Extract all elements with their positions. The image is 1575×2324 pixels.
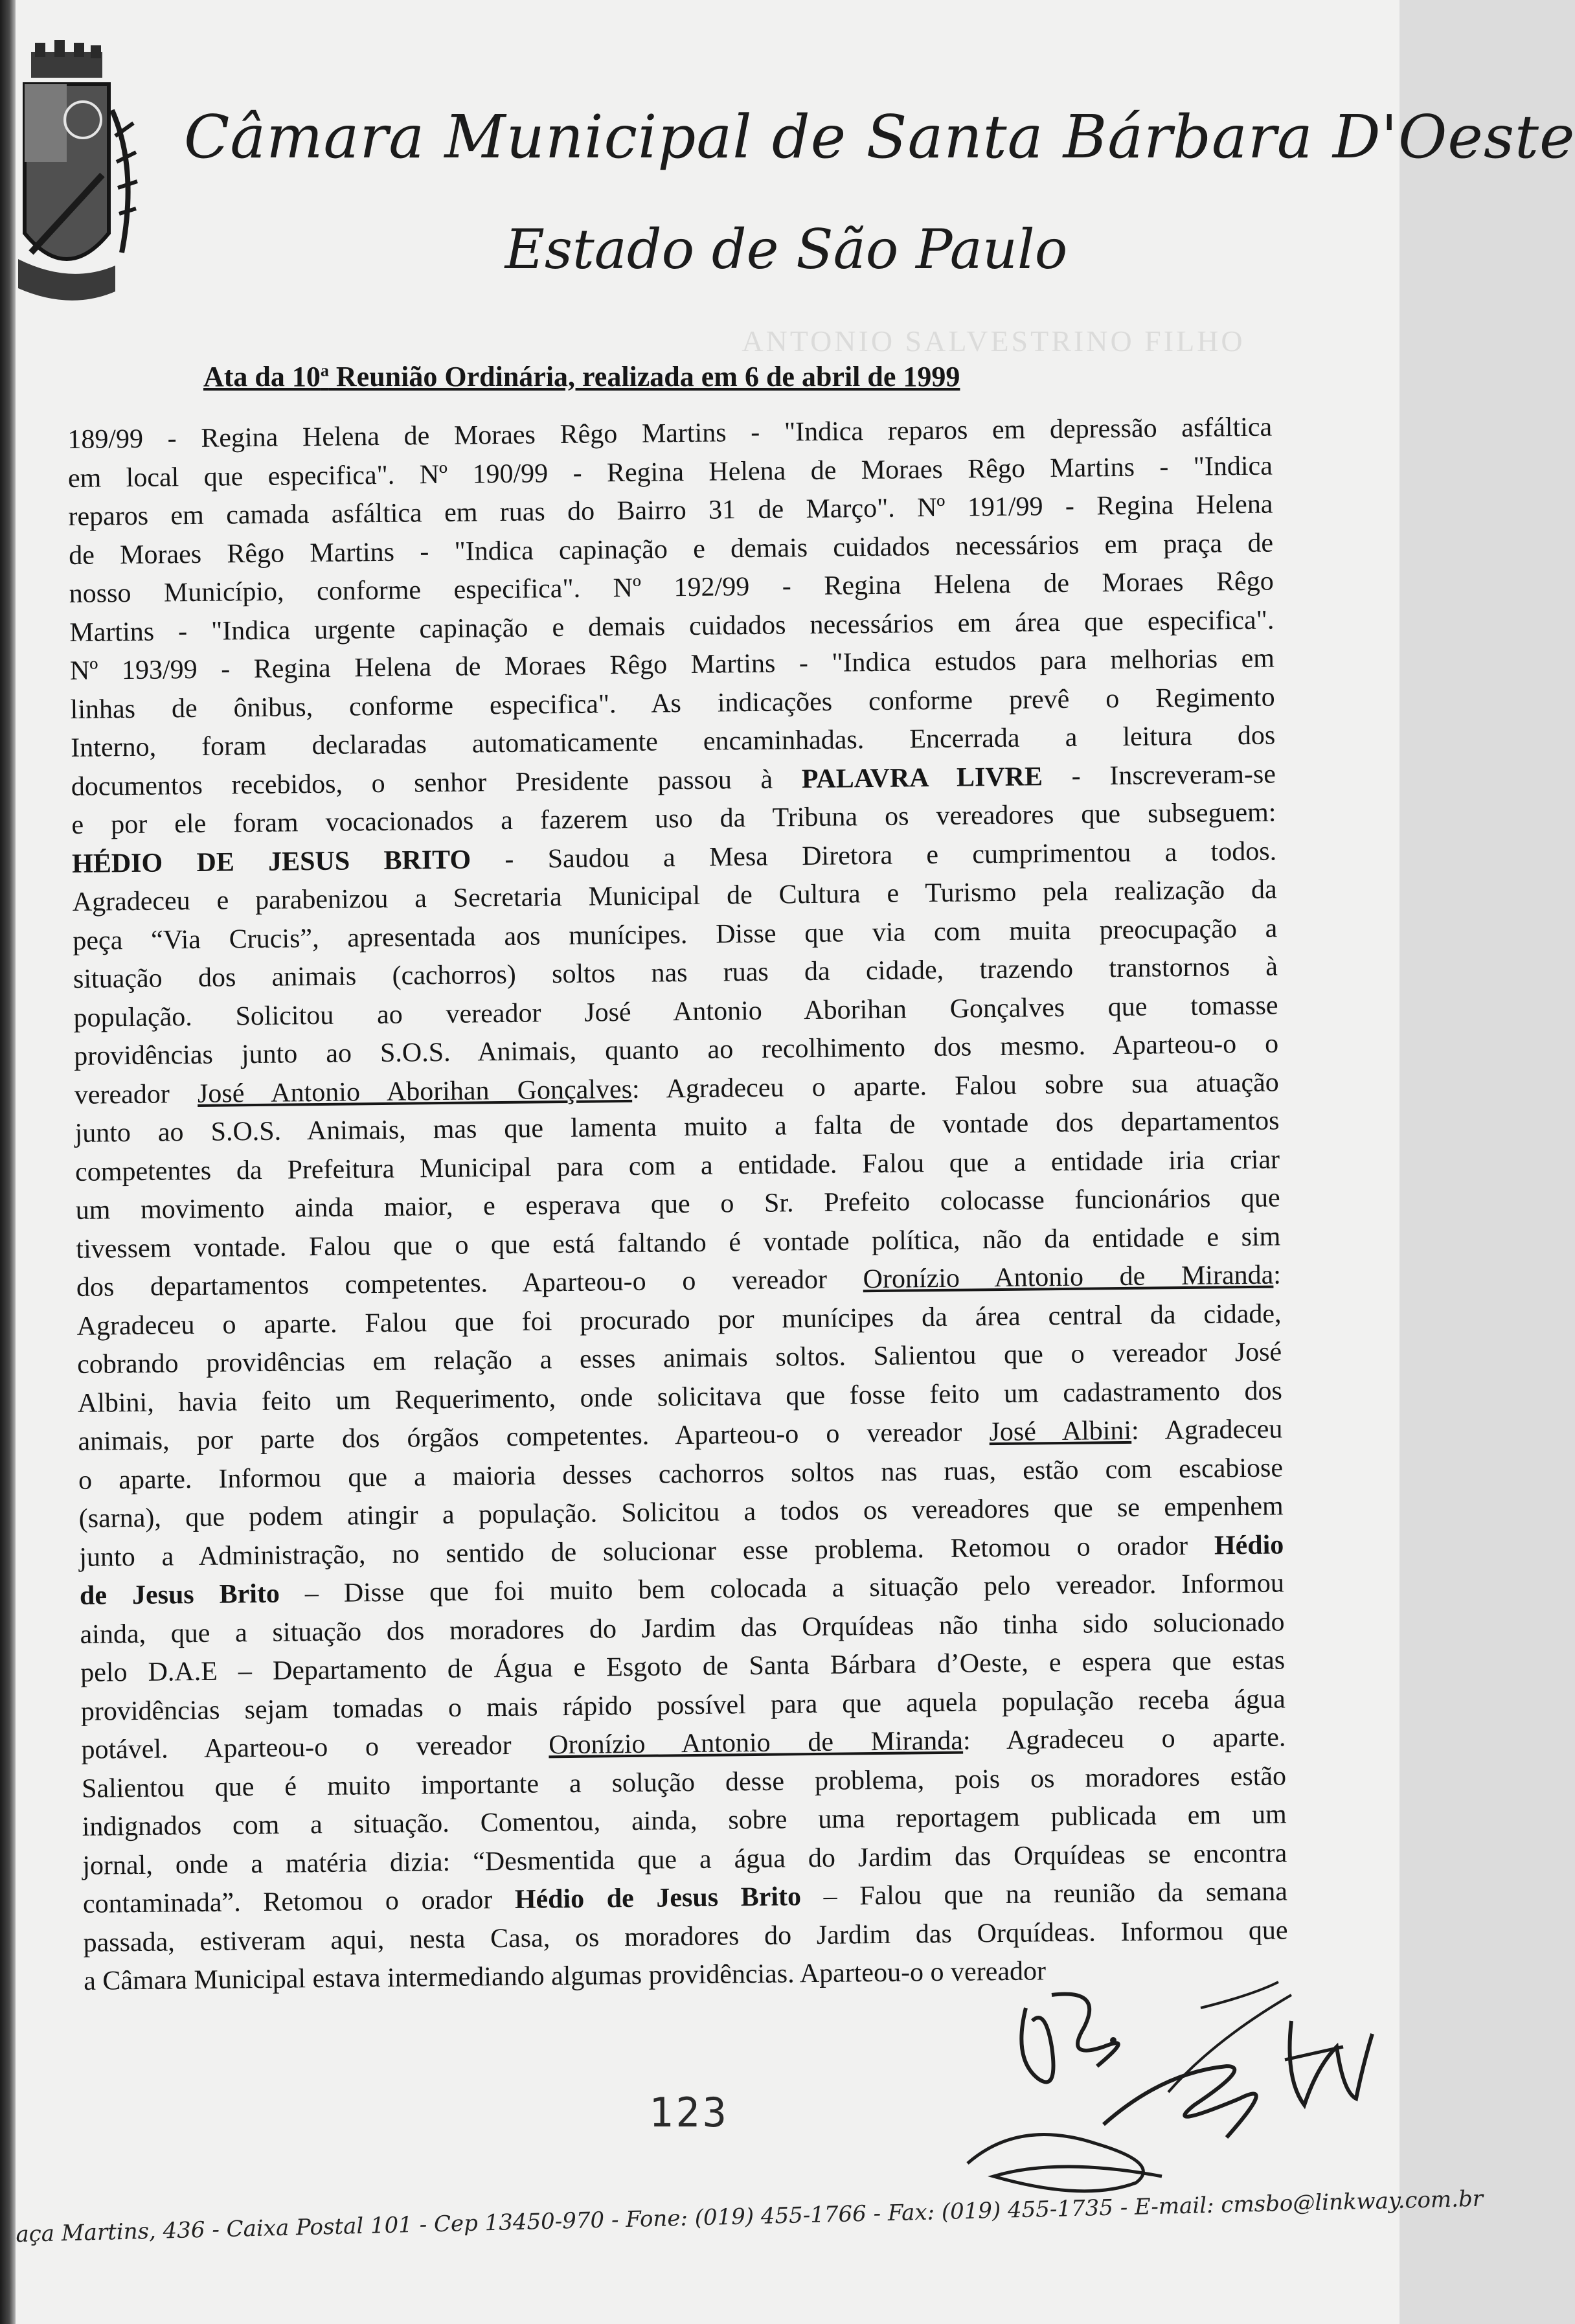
text-line: população. Solicitou ao vereador José Antonio Aborihan Gonçalves que tomasse xyxy=(73,990,1278,1033)
background-stamp: ANTONIO SALVESTRINO FILHO xyxy=(742,325,1245,358)
text-run: : Agradeceu o aparte. Falou sobre sua atuação xyxy=(631,1067,1280,1104)
text-line: Agradeceu e parabenizou a Secretaria Municipal de Cultura e Turismo pela realização da xyxy=(72,874,1277,917)
text-line: indignados com a situação. Comentou, ainda, sobre uma reportagem publicada em um xyxy=(82,1799,1287,1842)
text-run: dos departamentos competentes. Aparteou-o o vereador xyxy=(76,1264,863,1303)
speaker-name: Hédio xyxy=(1214,1529,1284,1561)
text-line: linhas de ônibus, conforme especifica". As indicações conforme prevê o Regimento xyxy=(70,681,1275,725)
page-number: 123 xyxy=(649,2089,729,2136)
text-line: Interno, foram declaradas automaticamente encaminhadas. Encerrada a leitura dos xyxy=(71,720,1276,763)
text-run: : xyxy=(1273,1260,1282,1290)
text-run: animais, por parte dos órgãos competentes. Aparteou-o o vereador xyxy=(78,1417,990,1457)
speaker-name: Hédio de Jesus Brito xyxy=(514,1882,802,1915)
minutes-body-text xyxy=(67,409,1288,2001)
text-line: o aparte. Informou que a maioria desses cachorros soltos nas ruas, estão com escabiose xyxy=(78,1452,1284,1496)
text-line: tivessem vontade. Falou que o que está faltando é vontade política, não da entidade e sim xyxy=(76,1221,1281,1264)
text-line: Martins - "Indica urgente capinação e demais cuidados necessários em área que especifica". xyxy=(69,605,1275,648)
councilor-name: José Albini xyxy=(989,1415,1132,1448)
text-line: peça “Via Crucis”, apresentada aos munícipes. Disse que via com muita preocupação a xyxy=(73,913,1278,956)
text-line: nosso Município, conforme especifica". Nº 192/99 - Regina Helena de Moraes Rêgo xyxy=(69,566,1274,609)
text-line: cobrando providências em relação a esses animais soltos. Salientou que o vereador José xyxy=(77,1337,1282,1380)
text-line: Salientou que é muito importante a solução desse problema, pois os moradores estão xyxy=(81,1760,1287,1804)
text-line: jornal, onde a matéria dizia: “Desmentida que a água do Jardim das Orquídeas se encontra xyxy=(82,1838,1287,1881)
text-run: - Inscreveram-se xyxy=(1042,758,1276,792)
text-line: Nº 193/99 - Regina Helena de Moraes Rêgo Martins - "Indica estudos para melhorias em xyxy=(69,643,1275,686)
speaker-name: HÉDIO DE JESUS BRITO xyxy=(71,845,471,879)
councilor-name: Oronízio Antonio de Miranda xyxy=(549,1726,964,1760)
text-line: reparos em camada asfáltica em ruas do Bairro 31 de Março". Nº 191/99 - Regina Helena xyxy=(68,489,1273,532)
text-line: passada, estiveram aqui, nesta Casa, os moradores do Jardim das Orquídeas. Informou que xyxy=(83,1915,1288,1958)
document-page xyxy=(16,0,1575,2324)
palavra-livre-label: PALAVRA LIVRE xyxy=(801,761,1043,794)
text-line: Albini, havia feito um Requerimento, onde solicitava que fosse feito um cadastramento dos xyxy=(77,1375,1283,1418)
text-line: competentes da Prefeitura Municipal para com a entidade. Falou que a entidade iria criar xyxy=(74,1144,1280,1187)
text-run: documentos recebidos, o senhor Presidente passou à xyxy=(71,764,802,802)
text-line: de Moraes Rêgo Martins - "Indica capinação e demais cuidados necessários em praça de xyxy=(68,528,1274,571)
document-title-prefix: Ata da 10 xyxy=(203,361,321,393)
text-run: vereador xyxy=(74,1078,198,1110)
document-title-ordinal: a xyxy=(320,361,329,380)
text-line: Agradeceu o aparte. Falou que foi procurado por munícipes da área central da cidade, xyxy=(76,1298,1282,1341)
text-line: a Câmara Municipal estava intermediando algumas providências. Aparteou-o o vereador xyxy=(83,1956,1047,1996)
councilor-name: Oronízio Antonio de Miranda xyxy=(863,1260,1274,1295)
text-line: um movimento ainda maior, e esperava que o Sr. Prefeito colocasse funcionários que xyxy=(75,1183,1280,1225)
text-line: pelo D.A.E – Departamento de Água e Esgoto de Santa Bárbara d’Oeste, e espera que estas xyxy=(80,1645,1286,1688)
text-line: e por ele foram vocacionados a fazerem uso da Tribuna os vereadores que subseguem: xyxy=(71,797,1276,840)
state-name-heading: Estado de São Paulo xyxy=(504,218,1068,281)
text-line: situação dos animais (cachorros) soltos nas ruas da cidade, trazendo transtornos à xyxy=(73,951,1278,994)
text-run: potável. Aparteou-o o vereador xyxy=(81,1730,549,1765)
text-line: ainda, que a situação dos moradores do Jardim das Orquídeas não tinha sido solucionado xyxy=(80,1606,1285,1650)
text-line: em local que especifica". Nº 190/99 - Regina Helena de Moraes Rêgo Martins - "Indica xyxy=(67,451,1273,494)
text-line: junto ao S.O.S. Animais, mas que lamenta muito a falta de vontade dos departamentos xyxy=(74,1106,1280,1148)
book-spine-shadow xyxy=(0,0,16,2324)
footer-address: aça Martins, 436 - Caixa Postal 101 - Cep 13450-970 - Fone: (019) 455-1766 - Fax: (019) 455-1735 - E-mail: cmsbo@linkway.com.br xyxy=(16,2185,1484,2248)
text-run: : Agradeceu xyxy=(1131,1414,1283,1446)
text-line: 189/99 - Regina Helena de Moraes Rêgo Martins - "Indica reparos em depressão asfáltica xyxy=(67,412,1273,455)
document-title-rest: Reunião Ordinária, realizada em 6 de abril de 1999 xyxy=(328,361,960,393)
text-run: : Agradeceu o aparte. xyxy=(962,1722,1286,1756)
handwritten-signatures-icon xyxy=(890,1969,1382,2215)
municipal-coat-of-arms-icon xyxy=(18,39,141,311)
text-run: – Disse que foi muito bem colocada a situação pelo vereador. Informou xyxy=(279,1568,1285,1609)
document-title xyxy=(203,360,1110,393)
text-run: contaminada”. Retomou o orador xyxy=(82,1884,516,1919)
text-run: junto a Administração, no sentido de solucionar esse problema. Retomou o orador xyxy=(79,1531,1215,1573)
speaker-name: de Jesus Brito xyxy=(79,1578,280,1611)
chamber-name-heading: Câmara Municipal de Santa Bárbara D'Oeste xyxy=(184,102,1575,172)
text-run: - Saudou a Mesa Diretora e cumprimentou a todos. xyxy=(470,836,1277,875)
text-run: – Falou que na reunião da semana xyxy=(800,1876,1288,1912)
text-line: (sarna), que podem atingir a população. Solicitou a todos os vereadores que se empenhem xyxy=(78,1491,1284,1534)
text-line: providências junto ao S.O.S. Animais, quanto ao recolhimento dos mesmo. Aparteou-o o xyxy=(74,1029,1279,1071)
text-line: providências sejam tomadas o mais rápido possível para que aquela população receba água xyxy=(80,1683,1286,1727)
councilor-name: José Antonio Aborihan Gonçalves xyxy=(197,1074,633,1109)
